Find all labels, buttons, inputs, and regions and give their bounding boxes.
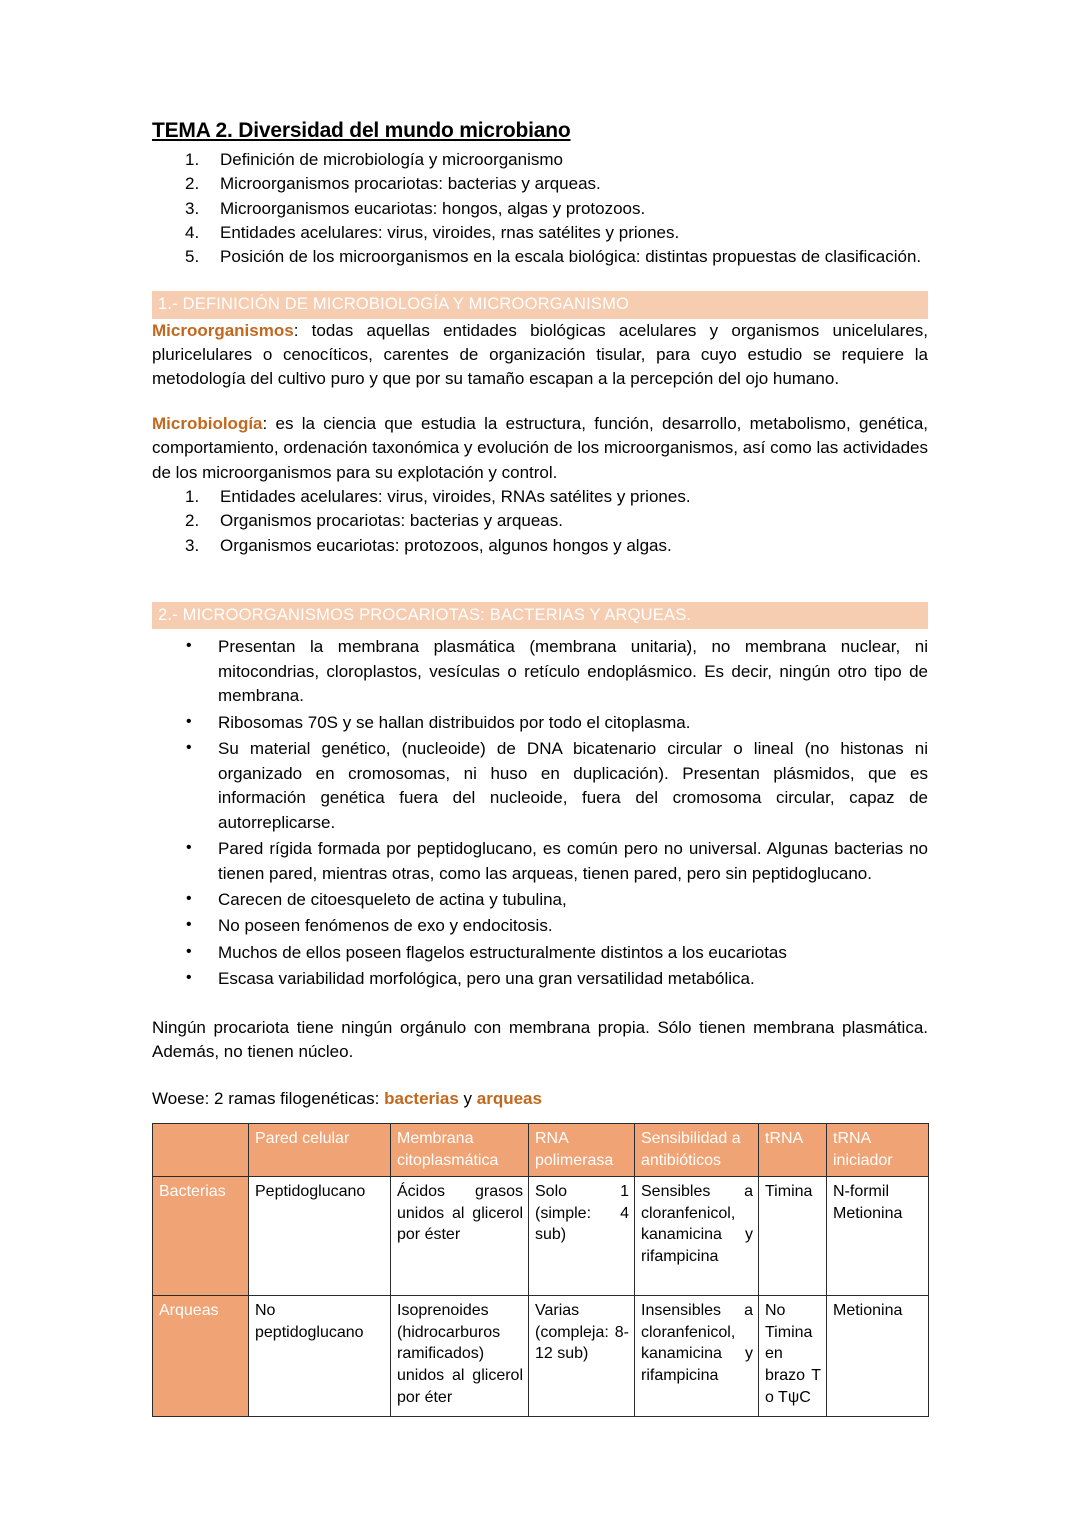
term-microorganismos: Microorganismos <box>152 320 294 340</box>
toc-item-number: 2. <box>185 174 200 194</box>
toc-item <box>152 197 928 221</box>
list-item: • Escasa variabilidad morfológica, pero una gran versatilidad metabólica. <box>152 967 928 991</box>
list-item-label: Entidades acelulares: virus, viroides, RNAs satélites y priones. <box>220 487 691 507</box>
section-heading-1: 1.- DEFINICIÓN DE MICROBIOLOGÍA Y MICROORGANISMO <box>152 291 928 319</box>
toc-item <box>152 245 928 269</box>
table-cell: Isoprenoides (hidrocarburos ramificados) unidos al glicerol por éter <box>391 1296 529 1417</box>
definition-microbiologia-text: : es la ciencia que estudia la estructura, función, desarrollo, metabolismo, genética, comportamiento, ordenación taxonómica y evolución de los microorganismos, así como las actividades de los microorganismos para su explotación y control. <box>152 413 928 482</box>
list-item-label: Organismos procariotas: bacterias y arqueas. <box>220 511 563 531</box>
table-cell: Insensibles a cloranfenicol, kanamicina y rifampicina <box>635 1296 759 1417</box>
section1-list <box>152 485 928 557</box>
list-item <box>152 485 928 509</box>
table-of-contents <box>152 148 928 269</box>
toc-item-label: Posición de los microorganismos en la escala biológica: distintas propuestas de clasificación. <box>220 246 922 266</box>
table-cell: Ácidos grasos unidos al glicerol por éster <box>391 1177 529 1296</box>
comparison-table <box>152 1123 929 1417</box>
table-cell: Timina <box>759 1177 827 1296</box>
table-cell: Sensibles a cloranfenicol, kanamicina y rifampicina <box>635 1177 759 1296</box>
table-cell: Peptidoglucano <box>249 1177 391 1296</box>
woese-prefix: Woese: 2 ramas filogenéticas: <box>152 1088 385 1108</box>
table-header-cell-corner <box>153 1124 249 1177</box>
toc-item-label: Entidades acelulares: virus, viroides, rnas satélites y priones. <box>220 222 680 242</box>
table-header-cell-membrana-citoplasmatica: Membrana citoplasmática <box>391 1124 529 1177</box>
list-item: • Su material genético, (nucleoide) de DNA bicatenario circular o lineal (no histonas ni organizado en cromosomas, ni huso en duplicación). Presentan plásmidos, que es información genética fuera del nucleoide, fuera del cromosoma circular, capaz de autorreplicarse. <box>152 737 928 835</box>
table-cell: N-formil Metionina <box>827 1177 929 1296</box>
table-row <box>153 1296 929 1417</box>
list-item: • Carecen de citoesqueleto de actina y tubulina, <box>152 888 928 912</box>
table-cell: Metionina <box>827 1296 929 1417</box>
woese-conjunction: y <box>458 1088 477 1108</box>
list-item-number: 3. <box>185 535 200 555</box>
table-header-cell-trna: tRNA <box>759 1124 827 1177</box>
list-item: • Muchos de ellos poseen flagelos estructuralmente distintos a los eucariotas <box>152 941 928 965</box>
list-item <box>152 534 928 558</box>
definition-microorganismos-text: : todas aquellas entidades biológicas acelulares y organismos unicelulares, pluricelulares o cenocíticos, carentes de organización tisular, para cuyo estudio se requiere la metodología del cultivo puro y que por su tamaño escapan a la percepción del ojo humano. <box>152 320 928 389</box>
page-title: TEMA 2. Diversidad del mundo microbiano <box>152 119 571 142</box>
toc-item <box>152 172 928 196</box>
list-item <box>152 509 928 533</box>
woese-line <box>152 1087 928 1111</box>
toc-item-label: Microorganismos procariotas: bacterias y arqueas. <box>220 174 601 194</box>
toc-item <box>152 148 928 172</box>
closing-paragraph: Ningún procariota tiene ningún orgánulo con membrana propia. Sólo tienen membrana plasmática. Además, no tienen núcleo. <box>152 1017 928 1062</box>
table-header-cell-sensibilidad-antibioticos: Sensibilidad a antibióticos <box>635 1124 759 1177</box>
toc-item <box>152 221 928 245</box>
toc-item-label: Definición de microbiología y microorganismo <box>220 150 563 170</box>
list-item-label: Organismos eucariotas: protozoos, algunos hongos y algas. <box>220 535 672 555</box>
table-cell: No Timina en brazo T o TψC <box>759 1296 827 1417</box>
table-header-cell-pared-celular: Pared celular <box>249 1124 391 1177</box>
toc-item-number: 4. <box>185 222 200 242</box>
table-header-cell-rna-polimerasa: RNA polimerasa <box>529 1124 635 1177</box>
woese-term-arqueas: arqueas <box>476 1088 542 1108</box>
list-item: • No poseen fenómenos de exo y endocitosis. <box>152 914 928 938</box>
list-item-number: 2. <box>185 511 200 531</box>
list-item-number: 1. <box>185 487 200 507</box>
toc-item-label: Microorganismos eucariotas: hongos, algas y protozoos. <box>220 198 646 218</box>
definition-microorganismos <box>152 319 928 392</box>
table-row <box>153 1177 929 1296</box>
woese-term-bacterias: bacterias <box>384 1088 459 1108</box>
section-heading-2: 2.- MICROORGANISMOS PROCARIOTAS: BACTERIAS Y ARQUEAS. <box>152 602 928 630</box>
table-row-label-arqueas: Arqueas <box>153 1296 249 1417</box>
table-cell: No peptidoglucano <box>249 1296 391 1417</box>
section2-bullet-list <box>152 635 928 992</box>
table-cell: Varias (compleja: 8-12 sub) <box>529 1296 635 1417</box>
list-item: • Presentan la membrana plasmática (membrana unitaria), no membrana nuclear, ni mitocondrias, cloroplastos, vesículas o retículo endoplásmico. Es decir, ningún otro tipo de membrana. <box>152 635 928 708</box>
table-header-cell-trna-iniciador: tRNA iniciador <box>827 1124 929 1177</box>
definition-microbiologia <box>152 412 928 485</box>
list-item: • Ribosomas 70S y se hallan distribuidos por todo el citoplasma. <box>152 711 928 735</box>
toc-item-number: 1. <box>185 150 200 170</box>
table-header-row <box>153 1124 929 1177</box>
toc-item-number: 5. <box>185 246 200 266</box>
toc-item-number: 3. <box>185 198 200 218</box>
term-microbiologia: Microbiología <box>152 413 263 433</box>
table-cell: Solo 1 (simple: 4 sub) <box>529 1177 635 1296</box>
list-item: • Pared rígida formada por peptidoglucano, es común pero no universal. Algunas bacterias no tienen pared, mientras otras, como las arqueas, tienen pared, pero sin peptidoglucano. <box>152 837 928 886</box>
document-content <box>152 118 928 1417</box>
table-row-label-bacterias: Bacterias <box>153 1177 249 1296</box>
